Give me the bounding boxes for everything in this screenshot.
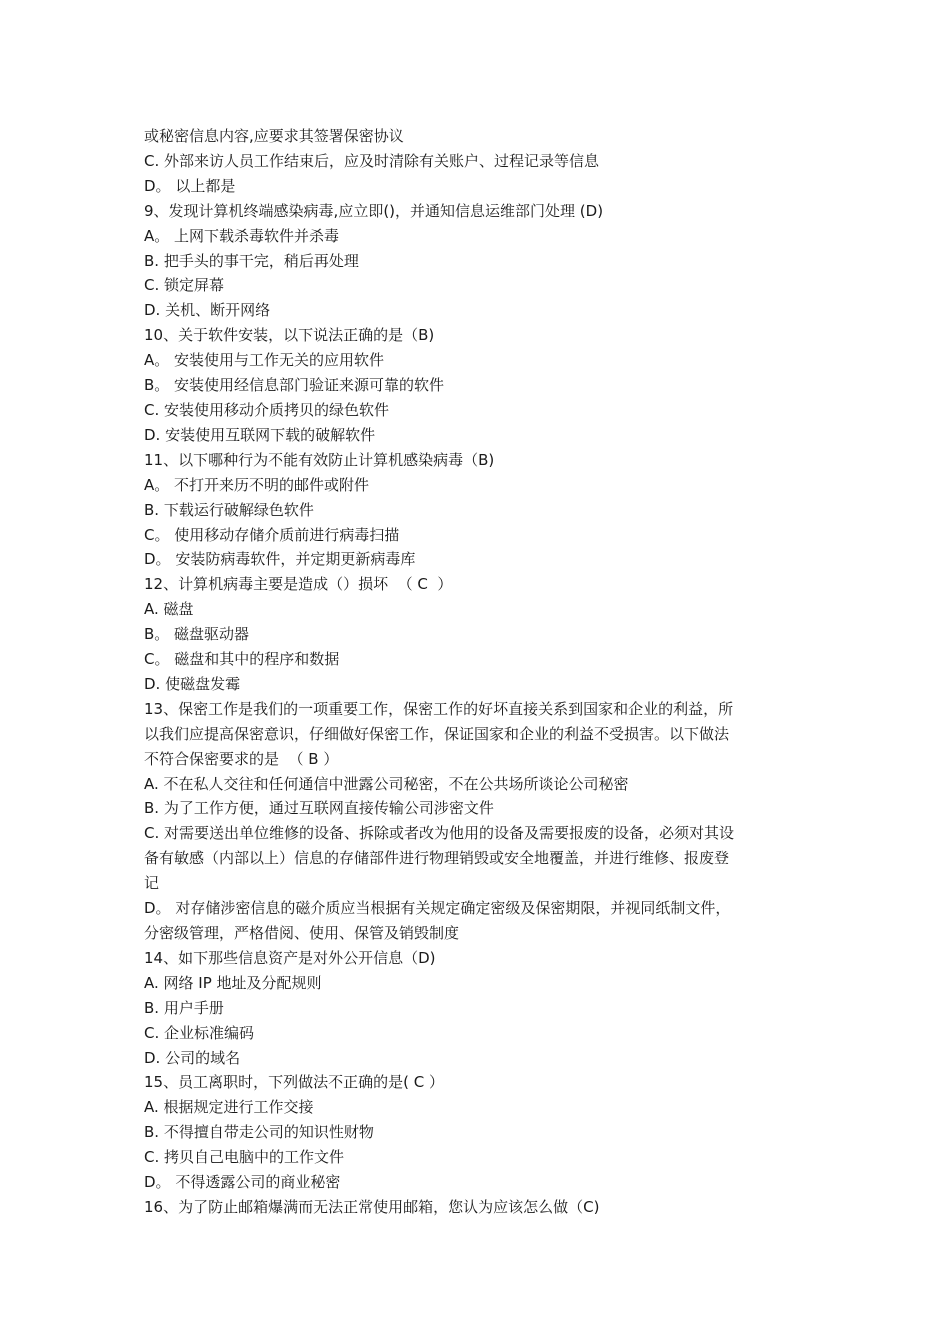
text-line: 9、发现计算机终端感染病毒,应立即()，并通知信息运维部门处理 (D) <box>144 201 604 220</box>
text-line: C。 使用移动存储介质前进行病毒扫描 <box>144 525 400 544</box>
text-line: C. 安装使用移动介质拷贝的绿色软件 <box>144 400 390 419</box>
text-line: B. 不得擅自带走公司的知识性财物 <box>144 1123 374 1142</box>
text-line: B. 为了工作方便，通过互联网直接传输公司涉密文件 <box>144 799 494 818</box>
text-line: D。 对存储涉密信息的磁介质应当根据有关规定确定密级及保密期限，并视同纸制文件， <box>144 899 731 918</box>
text-line: 分密级管理，严格借阅、使用、保管及销毁制度 <box>144 924 460 942</box>
text-line: D。 以上都是 <box>144 176 236 195</box>
text-line: D. 公司的域名 <box>144 1048 241 1067</box>
text-line: C. 锁定屏幕 <box>144 276 225 295</box>
text-line: B. 下载运行破解绿色软件 <box>144 500 314 519</box>
text-line: 记 <box>144 874 160 893</box>
text-line: D. 安装使用互联网下载的破解软件 <box>144 425 376 444</box>
text-line: A. 磁盘 <box>144 600 194 619</box>
text-line: D. 关机、断开网络 <box>144 301 271 320</box>
text-line: C. 企业标准编码 <box>144 1023 255 1042</box>
text-line: C。 磁盘和其中的程序和数据 <box>144 650 340 669</box>
text-line: 不符合保密要求的是 （ B ） <box>144 749 339 768</box>
text-line: A. 不在私人交往和任何通信中泄露公司秘密，不在公共场所谈论公司秘密 <box>144 774 629 793</box>
text-line: B. 用户手册 <box>144 998 224 1017</box>
text-line: 11、以下哪种行为不能有效防止计算机感染病毒（B) <box>144 450 495 469</box>
text-line: A。 安装使用与工作无关的应用软件 <box>144 351 385 370</box>
text-line: 13、保密工作是我们的一项重要工作，保密工作的好坏直接关系到国家和企业的利益，所 <box>144 699 734 718</box>
text-line: B。 安装使用经信息部门验证来源可靠的软件 <box>144 376 445 395</box>
text-line: C. 外部来访人员工作结束后，应及时清除有关账户、过程记录等信息 <box>144 151 600 170</box>
text-line: 14、如下那些信息资产是对外公开信息（D) <box>144 948 436 967</box>
text-line: 以我们应提高保密意识，仔细做好保密工作，保证国家和企业的利益不受损害。以下做法 <box>144 724 730 743</box>
text-line: C. 对需要送出单位维修的设备、拆除或者改为他用的设备及需要报废的设备，必须对其设 <box>144 824 735 843</box>
text-line: D. 使磁盘发霉 <box>144 674 241 693</box>
document-body <box>144 124 810 1220</box>
text-line: C. 拷贝自己电脑中的工作文件 <box>144 1148 345 1167</box>
text-line: A. 根据规定进行工作交接 <box>144 1098 314 1117</box>
text-line: 12、计算机病毒主要是造成（）损坏 （ C ） <box>144 575 453 594</box>
text-line: 16、为了防止邮箱爆满而无法正常使用邮箱，您认为应该怎么做（C) <box>144 1197 600 1216</box>
text-line: A. 网络 IP 地址及分配规则 <box>144 973 322 992</box>
text-line: 备有敏感（内部以上）信息的存储部件进行物理销毁或安全地覆盖，并进行维修、报废登 <box>144 849 730 868</box>
text-line: B。 磁盘驱动器 <box>144 625 250 644</box>
text-line: A。 不打开来历不明的邮件或附件 <box>144 475 370 494</box>
text-line: A。 上网下载杀毒软件并杀毒 <box>144 226 340 245</box>
text-line: 10、关于软件安装，以下说法正确的是（B) <box>144 326 435 345</box>
text-line: 15、员工离职时，下列做法不正确的是( C ） <box>144 1073 444 1092</box>
text-line: 或秘密信息内容,应要求其签署保密协议 <box>144 127 404 145</box>
text-line: B. 把手头的事干完，稍后再处理 <box>144 251 359 270</box>
text-line: D。 不得透露公司的商业秘密 <box>144 1173 341 1192</box>
text-line: D。 安装防病毒软件，并定期更新病毒库 <box>144 550 416 569</box>
